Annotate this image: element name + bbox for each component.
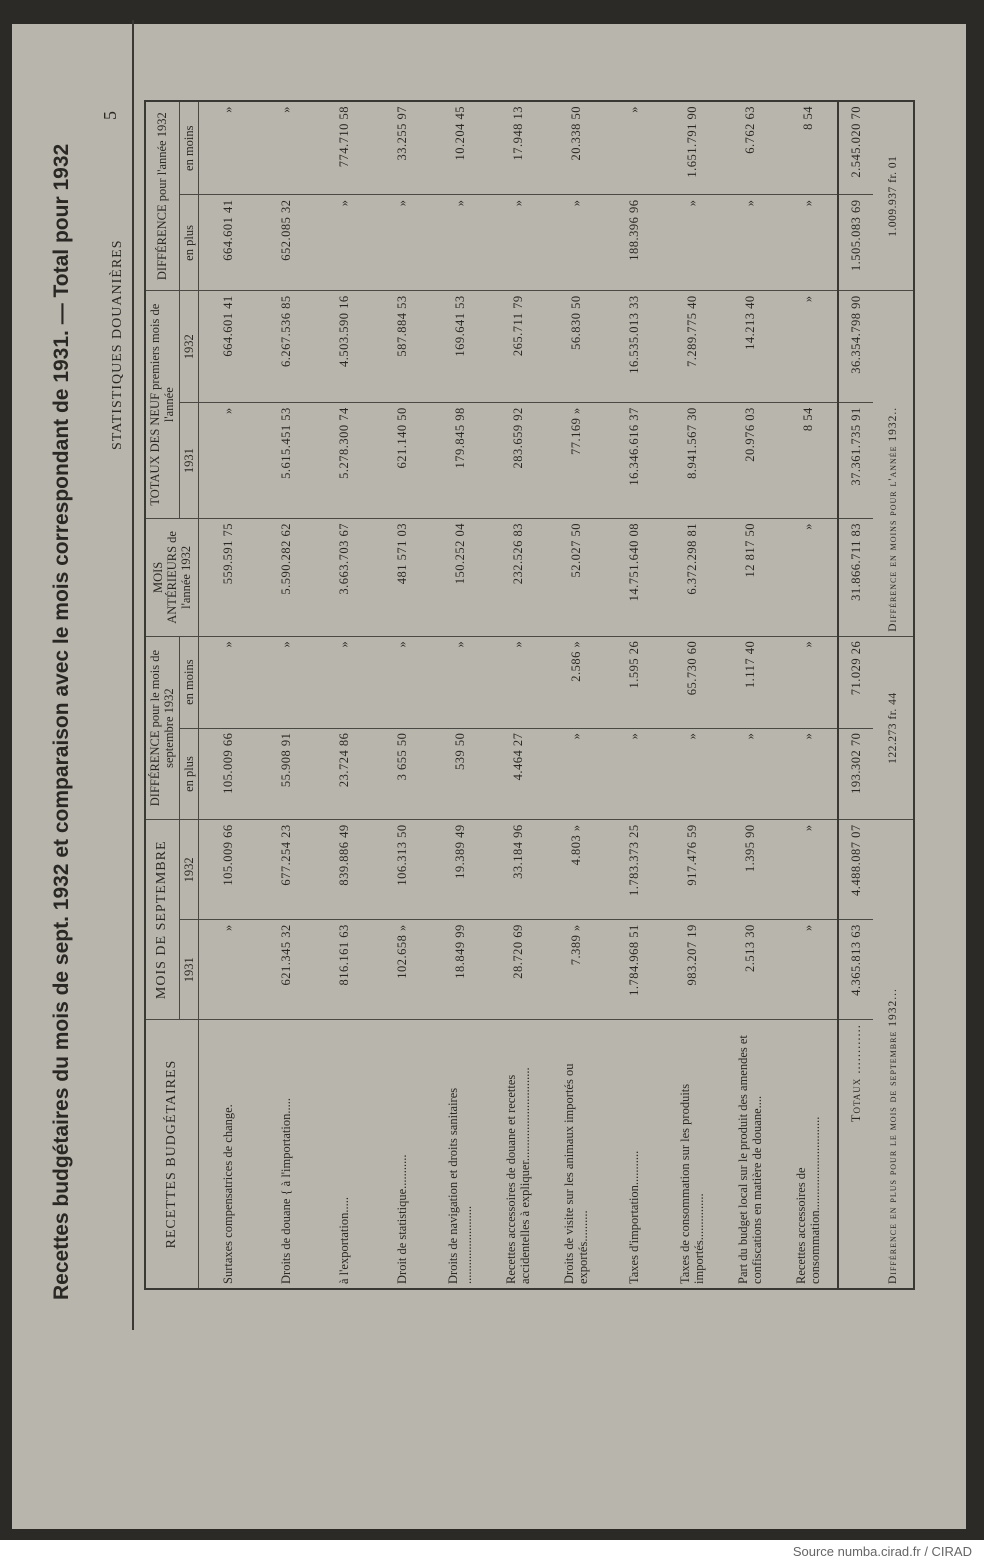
total-ant: 31.866.711 83	[838, 519, 873, 637]
cell-amoins: 8 54	[779, 101, 838, 195]
cell-t1931: 5.278.300 74	[315, 403, 373, 519]
cell-s1931: 816.161 63	[315, 920, 373, 1020]
cell-plus: »	[605, 728, 663, 820]
cell-aplus: »	[489, 195, 547, 291]
cell-t1932: 265.711 79	[489, 291, 547, 403]
cell-ant: 6.372.298 81	[663, 519, 721, 637]
budget-table	[144, 100, 915, 1290]
table-row	[721, 101, 779, 1289]
cell-aplus: »	[431, 195, 489, 291]
totals-row	[838, 101, 873, 1289]
cell-t1932: 587.884 53	[373, 291, 431, 403]
diff-year-value: 1.009.937 fr. 01	[873, 101, 914, 291]
cell-s1931: »	[779, 920, 838, 1020]
cell-moins: »	[489, 636, 547, 728]
cell-t1931: 179.845 98	[431, 403, 489, 519]
table-row	[779, 101, 838, 1289]
row-label: Droits de navigation et droits sanitaires .........................	[431, 1020, 489, 1289]
col-plus: en plus	[179, 728, 198, 820]
col-mois-sept: MOIS DE SEPTEMBRE	[145, 820, 179, 1020]
total-t1931: 37.361.735 91	[838, 403, 873, 519]
cell-s1931: 18.849 99	[431, 920, 489, 1020]
table-body	[199, 101, 915, 1289]
total-s1931: 4.365.813 63	[838, 920, 873, 1020]
cell-plus: 23.724 86	[315, 728, 373, 820]
cell-s1932: 677.254 23	[257, 820, 315, 920]
col-s1932: 1932	[179, 820, 198, 920]
total-s1932: 4.488.087 07	[838, 820, 873, 920]
row-label: Surtaxes compensatrices de change.	[199, 1020, 258, 1289]
cell-amoins: 6.762 63	[721, 101, 779, 195]
cell-moins: »	[373, 636, 431, 728]
table-row	[547, 101, 605, 1289]
diff-year-label: Différence en moins pour l'année 1932..	[873, 291, 914, 636]
col-s1931: 1931	[179, 920, 198, 1020]
header-rule	[132, 20, 134, 1330]
col-diff-annee: DIFFÉRENCE pour l'année 1932	[145, 101, 179, 291]
row-label: Droit de statistique...........	[373, 1020, 431, 1289]
cell-amoins: 33.255 97	[373, 101, 431, 195]
cell-s1931: 28.720 69	[489, 920, 547, 1020]
table-row	[431, 101, 489, 1289]
cell-s1932: 4.803 »	[547, 820, 605, 920]
cell-aplus: 664.601 41	[199, 195, 258, 291]
cell-t1931: 5.615.451 53	[257, 403, 315, 519]
cell-moins: »	[199, 636, 258, 728]
cell-t1931: 20.976 03	[721, 403, 779, 519]
cell-amoins: »	[199, 101, 258, 195]
row-label: Recettes accessoires de consommation..............................	[779, 1020, 838, 1289]
cell-t1931: »	[199, 403, 258, 519]
col-recettes: RECETTES BUDGÉTAIRES	[145, 1020, 199, 1289]
cell-ant: 14.751.640 08	[605, 519, 663, 637]
cell-t1931: 8.941.567 30	[663, 403, 721, 519]
cell-aplus: »	[547, 195, 605, 291]
cell-ant: 52.027 50	[547, 519, 605, 637]
cell-t1932: 169.641 53	[431, 291, 489, 403]
cell-t1932: 14.213 40	[721, 291, 779, 403]
cell-aplus: 188.396 96	[605, 195, 663, 291]
page-title: Recettes budgétaires du mois de sept. 1932 et comparaison avec le mois correspondant de 1931. — Total pour 1932	[50, 143, 73, 1300]
cell-moins: »	[779, 636, 838, 728]
total-amoins: 2.545.020 70	[838, 101, 873, 195]
cell-amoins: »	[605, 101, 663, 195]
diff-month-value: 122.273 fr. 44	[873, 636, 914, 820]
table-row	[663, 101, 721, 1289]
cell-t1931: 283.659 92	[489, 403, 547, 519]
cell-s1931: 2.513 30	[721, 920, 779, 1020]
cell-s1932: 105.009 66	[199, 820, 258, 920]
cell-ant: 481 571 03	[373, 519, 431, 637]
cell-plus: 105.009 66	[199, 728, 258, 820]
cell-plus: 4.464 27	[489, 728, 547, 820]
cell-t1931: 77.169 »	[547, 403, 605, 519]
cell-plus: 3 655 50	[373, 728, 431, 820]
cell-aplus: »	[663, 195, 721, 291]
cell-ant: 3.663.703 67	[315, 519, 373, 637]
cell-plus: »	[547, 728, 605, 820]
cell-t1932: 56.830 50	[547, 291, 605, 403]
cell-ant: 150.252 04	[431, 519, 489, 637]
cell-s1931: »	[199, 920, 258, 1020]
source-credit: Source numba.cirad.fr / CIRAD	[792, 1544, 972, 1559]
row-label: Recettes accessoires de douane et recettes accidentelles à expliquer..............................	[489, 1020, 547, 1289]
table-row	[373, 101, 431, 1289]
total-t1932: 36.354.798 90	[838, 291, 873, 403]
cell-amoins: 1.651.791 90	[663, 101, 721, 195]
col-t1931: 1931	[179, 403, 198, 519]
cell-s1932: 1.395 90	[721, 820, 779, 920]
row-label: Part du budget local sur le produit des amendes et confiscations en matière de douane....	[721, 1020, 779, 1289]
running-head: STATISTIQUES DOUANIÈRES	[110, 239, 125, 450]
cell-t1931: 621.140 50	[373, 403, 431, 519]
row-label: à l'exportation.....	[315, 1020, 373, 1289]
rotated-content	[50, 20, 970, 1480]
cell-amoins: »	[257, 101, 315, 195]
cell-moins: »	[431, 636, 489, 728]
total-plus: 193.302 70	[838, 728, 873, 820]
cell-s1931: 983.207 19	[663, 920, 721, 1020]
table-row	[489, 101, 547, 1289]
cell-amoins: 20.338 50	[547, 101, 605, 195]
row-label: Taxes de consommation sur les produits importés...............	[663, 1020, 721, 1289]
col-aplus: en plus	[179, 195, 198, 291]
cell-moins: 1.595 26	[605, 636, 663, 728]
cell-amoins: 10.204 45	[431, 101, 489, 195]
row-label: Droits de douane { à l'importation.....	[257, 1020, 315, 1289]
col-totaux: TOTAUX DES NEUF premiers mois de l'année	[145, 291, 179, 519]
cell-amoins: 17.948 13	[489, 101, 547, 195]
page-number: 5	[100, 111, 120, 120]
col-amoins: en moins	[179, 101, 198, 195]
cell-ant: 12 817 50	[721, 519, 779, 637]
cell-s1932: 33.184 96	[489, 820, 547, 920]
cell-s1931: 102.658 »	[373, 920, 431, 1020]
totals-label: Totaux ............	[838, 1020, 873, 1289]
cell-plus: »	[721, 728, 779, 820]
cell-t1932: 16.535.013 33	[605, 291, 663, 403]
cell-moins: 2.586 »	[547, 636, 605, 728]
col-t1932: 1932	[179, 291, 198, 403]
total-moins: 71.029 26	[838, 636, 873, 728]
diff-month-label: Différence en plus pour le mois de septembre 1932...	[873, 820, 914, 1289]
cell-t1932: 4.503.590 16	[315, 291, 373, 403]
cell-s1931: 621.345 32	[257, 920, 315, 1020]
cell-s1931: 7.389 »	[547, 920, 605, 1020]
header-row-1	[145, 101, 179, 1289]
col-mois-ant: MOIS ANTÉRIEURS de l'année 1932	[145, 519, 199, 637]
cell-aplus: 652.085 32	[257, 195, 315, 291]
cell-s1932: 1.783.373 25	[605, 820, 663, 920]
cell-moins: 1.117 40	[721, 636, 779, 728]
cell-t1932: »	[779, 291, 838, 403]
cell-moins: 65.730 60	[663, 636, 721, 728]
cell-plus: »	[663, 728, 721, 820]
cell-aplus: »	[779, 195, 838, 291]
cell-plus: 55.908 91	[257, 728, 315, 820]
cell-t1931: 8 54	[779, 403, 838, 519]
cell-plus: 539 50	[431, 728, 489, 820]
col-diff-mois: DIFFÉRENCE pour le mois de septembre 1932	[145, 636, 179, 820]
cell-s1932: 839.886 49	[315, 820, 373, 920]
table-row	[605, 101, 663, 1289]
cell-moins: »	[257, 636, 315, 728]
cell-plus: »	[779, 728, 838, 820]
row-label: Droits de visite sur les animaux importés ou exportés..........	[547, 1020, 605, 1289]
cell-ant: 5.590.282 62	[257, 519, 315, 637]
cell-t1932: 664.601 41	[199, 291, 258, 403]
cell-aplus: »	[721, 195, 779, 291]
row-label: Taxes d'importation...........	[605, 1020, 663, 1289]
cell-aplus: »	[315, 195, 373, 291]
cell-s1931: 1.784.968 51	[605, 920, 663, 1020]
cell-s1932: »	[779, 820, 838, 920]
cell-amoins: 774.710 58	[315, 101, 373, 195]
table-row	[199, 101, 258, 1289]
cell-s1932: 106.313 50	[373, 820, 431, 920]
table-row	[257, 101, 315, 1289]
difference-row	[873, 101, 914, 1289]
cell-t1932: 7.289.775 40	[663, 291, 721, 403]
cell-aplus: »	[373, 195, 431, 291]
cell-s1932: 917.476 59	[663, 820, 721, 920]
cell-ant: 559.591 75	[199, 519, 258, 637]
col-moins: en moins	[179, 636, 198, 728]
cell-ant: »	[779, 519, 838, 637]
cell-s1932: 19.389 49	[431, 820, 489, 920]
cell-ant: 232.526 83	[489, 519, 547, 637]
total-aplus: 1.505.083 69	[838, 195, 873, 291]
cell-moins: »	[315, 636, 373, 728]
cell-t1932: 6.267.536 85	[257, 291, 315, 403]
table-row	[315, 101, 373, 1289]
cell-t1931: 16.346.616 37	[605, 403, 663, 519]
